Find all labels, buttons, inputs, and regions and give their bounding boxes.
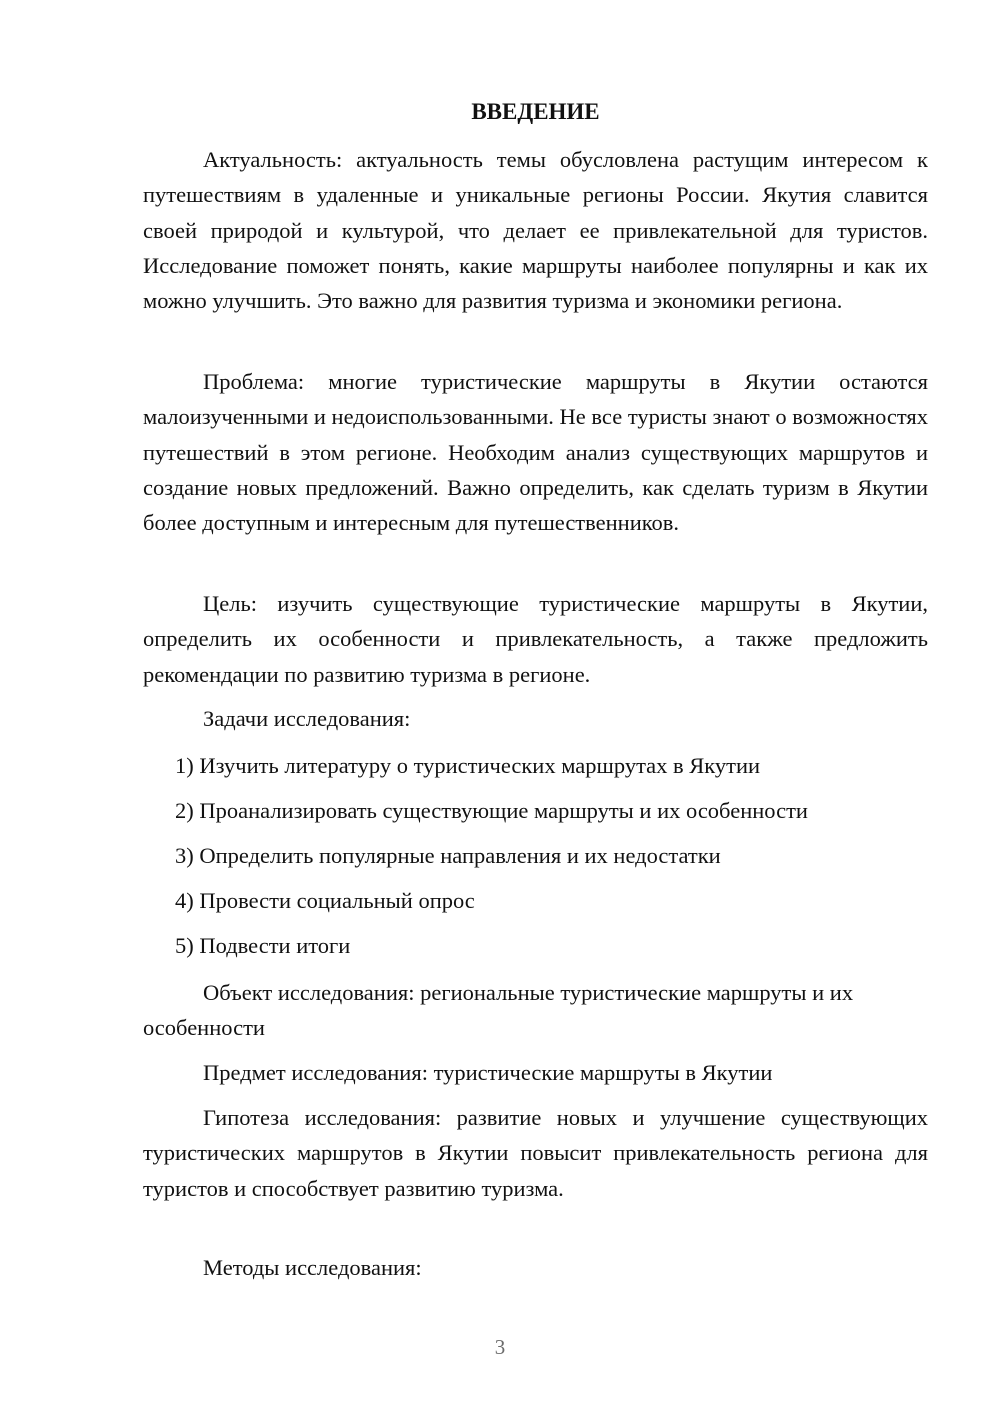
paragraph-object: Объект исследования: региональные туристические маршруты и их особенности	[143, 980, 854, 1041]
task-item-2: 2) Проанализировать существующие маршруты и их особенности	[175, 798, 808, 823]
paragraph-hypothesis: Гипотеза исследования: развитие новых и улучшение существующих туристических маршрутов в Якутии повысит привлекательность региона для туристов и способствует развитию туризма.	[143, 1105, 928, 1201]
paragraph-problem: Проблема: многие туристические маршруты в Якутии остаются малоизученными и недоиспользованными. Не все туристы знают о возможностях путешествий в этом регионе. Необходим анализ существующих маршрутов и создание новых предложений. Важно определить, как сделать туризм в Якутии более доступным и интересным для путешественников.	[143, 369, 928, 536]
paragraph-relevance: Актуальность: актуальность темы обусловлена растущим интересом к путешествиям в удаленные и уникальные регионы России. Якутия славится своей природой и культурой, что делает ее привлекательной для туристов. Исследование поможет понять, какие маршруты наиболее популярны и как их можно улучшить. Это важно для развития туризма и экономики региона.	[143, 147, 928, 314]
task-item-3: 3) Определить популярные направления и их недостатки	[175, 843, 721, 868]
task-item-4: 4) Провести социальный опрос	[175, 888, 475, 913]
paragraph-goal: Цель: изучить существующие туристические маршруты в Якутии, определить их особенности и привлекательность, а также предложить рекомендации по развитию туризма в регионе.	[143, 591, 928, 687]
page-number: 3	[494, 1335, 506, 1359]
methods-heading: Методы исследования:	[203, 1255, 422, 1280]
paragraph-subject: Предмет исследования: туристические маршруты в Якутии	[203, 1060, 773, 1085]
tasks-heading: Задачи исследования:	[203, 706, 411, 731]
task-item-1: 1) Изучить литературу о туристических маршрутах в Якутии	[175, 753, 761, 778]
task-item-5: 5) Подвести итоги	[175, 933, 351, 958]
section-heading: ВВЕДЕНИЕ	[471, 99, 600, 124]
